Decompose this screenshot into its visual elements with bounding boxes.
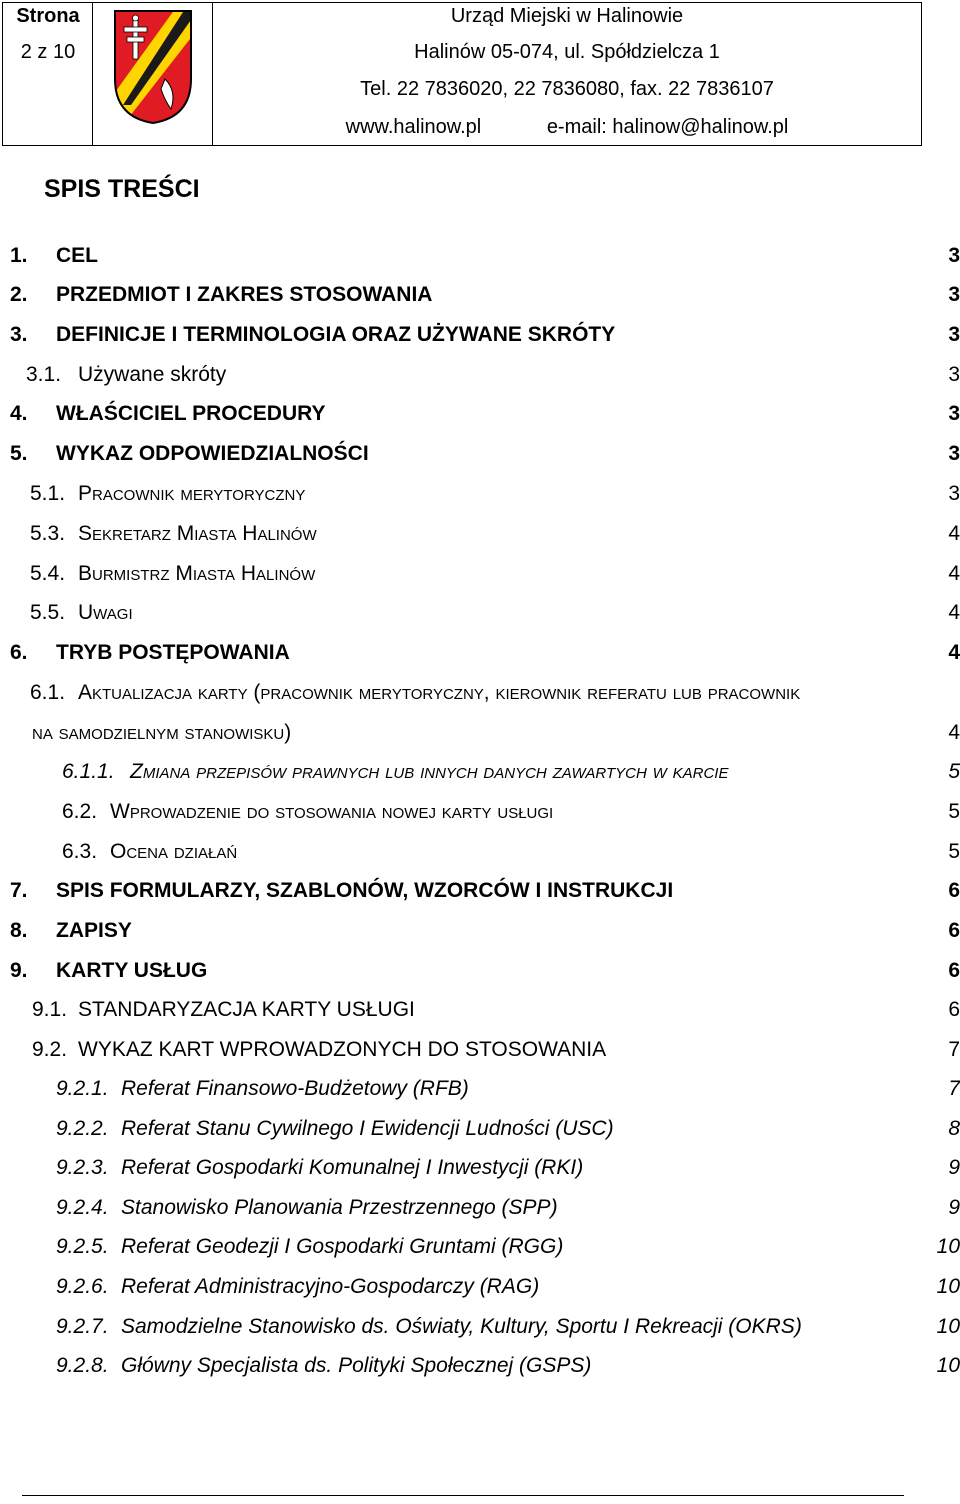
toc-entry-number: 9.2.6.: [56, 1275, 109, 1298]
toc-entry-number: 5.1.: [30, 482, 66, 505]
toc-entry-page: 4: [948, 522, 960, 545]
document-header: [2, 2, 922, 146]
toc-entry-number: 4.: [10, 402, 28, 425]
toc-entry[interactable]: [0, 280, 960, 310]
toc-entry-text: Referat Gospodarki Komunalnej I Inwestycji (RKI): [121, 1156, 584, 1179]
toc-entry-number: 6.1.: [30, 681, 66, 704]
toc-entry-page: 10: [936, 1315, 960, 1338]
toc-entry-text: Sekretarz Miasta Halinów: [78, 522, 317, 545]
toc-title: SPIS TREŚCI: [44, 175, 200, 203]
toc-entry[interactable]: [0, 995, 960, 1025]
toc-entry-page: 4: [948, 721, 960, 744]
toc-entry-page: 8: [948, 1117, 960, 1140]
toc-entry-number: 6.3.: [62, 840, 98, 863]
toc-entry-page: 6: [948, 879, 960, 902]
toc-entry-text: WYKAZ KART WPROWADZONYCH DO STOSOWANIA: [78, 1038, 607, 1061]
toc-entry-text: STANDARYZACJA KARTY USŁUGI: [78, 998, 415, 1021]
toc-entry-text: Pracownik merytoryczny: [78, 482, 306, 505]
toc-entry-text: Referat Administracyjno-Gospodarczy (RAG): [121, 1275, 540, 1298]
toc-entry-page: 3: [948, 363, 960, 386]
toc-entry-page: 10: [936, 1354, 960, 1377]
toc-entry-number: 2.: [10, 283, 28, 306]
toc-entry[interactable]: [0, 1351, 960, 1381]
toc-entry-page: 3: [948, 283, 960, 306]
toc-entry-text: PRZEDMIOT I ZAKRES STOSOWANIA: [56, 283, 433, 306]
toc-entry-number: 9.2.2.: [56, 1117, 109, 1140]
toc-entry-page: 5: [948, 800, 960, 823]
toc-entry-page: 7: [948, 1077, 960, 1100]
toc-entry-number: 9.2.8.: [56, 1354, 109, 1377]
toc-entry-text: Główny Specjalista ds. Polityki Społecznej (GSPS): [121, 1354, 592, 1377]
toc-entry-number: 5.3.: [30, 522, 66, 545]
toc-entry[interactable]: [0, 1312, 960, 1342]
toc-entry-text: Samodzielne Stanowisko ds. Oświaty, Kultury, Sportu I Rekreacji (OKRS): [121, 1315, 802, 1338]
toc-entry-number: 9.2.1.: [56, 1077, 109, 1100]
toc-entry-number: 9.1.: [32, 998, 68, 1021]
toc-entry[interactable]: [0, 1035, 960, 1065]
toc-entry-page: 4: [948, 641, 960, 664]
website-link[interactable]: www.halinow.pl: [345, 116, 482, 138]
office-info-cell: [213, 3, 921, 145]
toc-entry-number: 1.: [10, 244, 28, 267]
toc-entry[interactable]: [0, 1272, 960, 1302]
toc-entry-text: WYKAZ ODPOWIEDZIALNOŚCI: [56, 442, 369, 465]
toc-entry-number: 9.2.5.: [56, 1235, 109, 1258]
toc-entry-number: 9.2.: [32, 1038, 68, 1061]
toc-entry-text: WŁAŚCICIEL PROCEDURY: [56, 402, 326, 425]
toc-entry-text: Aktualizacja karty (pracownik merytoryczny, kierownik referatu lub pracownik: [78, 681, 801, 704]
toc-entry-text: TRYB POSTĘPOWANIA: [56, 641, 290, 664]
toc-entry-text: Wprowadzenie do stosowania nowej karty usługi: [110, 800, 554, 823]
page-counter-cell: [3, 3, 93, 145]
toc-entry-number: 5.: [10, 442, 28, 465]
page-number: 2 z 10: [20, 41, 76, 63]
toc-entry[interactable]: [0, 678, 960, 708]
toc-entry[interactable]: [0, 399, 960, 429]
toc-entry-page: 5: [948, 760, 960, 783]
toc-entry-page: 10: [936, 1235, 960, 1258]
toc-entry-page: 3: [948, 442, 960, 465]
toc-entry[interactable]: [0, 479, 960, 509]
toc-entry-number: 9.2.7.: [56, 1315, 109, 1338]
office-address: Halinów 05-074, ul. Spółdzielcza 1: [414, 41, 720, 63]
toc-entry[interactable]: [0, 1153, 960, 1183]
email-link[interactable]: e-mail: halinow@halinow.pl: [546, 116, 789, 138]
toc-entry-text: Zmiana przepisów prawnych lub innych danych zawartych w karcie: [130, 760, 729, 783]
toc-entry[interactable]: [0, 876, 960, 906]
toc-entry-text: CEL: [56, 244, 98, 267]
toc-entry-number: 5.5.: [30, 601, 66, 624]
toc-entry-page: 6: [948, 919, 960, 942]
toc-entry-text: Używane skróty: [78, 363, 227, 386]
toc-entry[interactable]: [0, 241, 960, 271]
toc-entry-text: ZAPISY: [56, 919, 132, 942]
toc-entry-number: 6.: [10, 641, 28, 664]
toc-entry-page: 9: [948, 1196, 960, 1219]
toc-entry-number: 8.: [10, 919, 28, 942]
toc-entry[interactable]: [0, 797, 960, 827]
toc-entry-text: Stanowisko Planowania Przestrzennego (SPP): [121, 1196, 558, 1219]
toc-entry-text: Referat Geodezji I Gospodarki Gruntami (RGG): [121, 1235, 564, 1258]
toc-entry[interactable]: [0, 598, 960, 628]
toc-entry-number: 3.: [10, 323, 28, 346]
toc-entry-continuation[interactable]: [0, 718, 960, 748]
toc-entry-text: Referat Stanu Cywilnego I Ewidencji Ludności (USC): [121, 1117, 614, 1140]
toc-entry-page: 3: [948, 244, 960, 267]
toc-entry-page: 4: [948, 601, 960, 624]
toc-entry-number: 7.: [10, 879, 28, 902]
toc-entry[interactable]: [0, 439, 960, 469]
toc-entry-number: 9.: [10, 959, 28, 982]
toc-entry[interactable]: [0, 1114, 960, 1144]
toc-entry-page: 10: [936, 1275, 960, 1298]
toc-entry-page: 3: [948, 402, 960, 425]
toc-entry[interactable]: [0, 1232, 960, 1262]
toc-entry-page: 9: [948, 1156, 960, 1179]
toc-entry-text: DEFINICJE I TERMINOLOGIA ORAZ UŻYWANE SKRÓTY: [56, 323, 616, 346]
office-name: Urząd Miejski w Halinowie: [450, 5, 684, 27]
footer-rule: [22, 1495, 904, 1496]
toc-entry-number: 5.4.: [30, 562, 66, 585]
toc-entry[interactable]: [0, 559, 960, 589]
toc-entry-text: na samodzielnym stanowisku): [32, 721, 292, 744]
toc-entry[interactable]: [0, 360, 960, 390]
office-contact: [213, 116, 921, 139]
toc-entry-page: 3: [948, 482, 960, 505]
page-label: Strona: [16, 5, 80, 27]
toc-entry-text: KARTY USŁUG: [56, 959, 208, 982]
toc-entry-text: Ocena działań: [110, 840, 238, 863]
toc-entry-page: 4: [948, 562, 960, 585]
toc-entry-number: 3.1.: [26, 363, 62, 386]
toc-entry-text: Burmistrz Miasta Halinów: [78, 562, 316, 585]
toc-entry[interactable]: [0, 1074, 960, 1104]
toc-entry[interactable]: [0, 956, 960, 986]
toc-entry-page: 6: [948, 959, 960, 982]
toc-entry-page: 3: [948, 323, 960, 346]
toc-entry-page: 5: [948, 840, 960, 863]
toc-entry[interactable]: [0, 916, 960, 946]
toc-entry-text: Referat Finansowo-Budżetowy (RFB): [121, 1077, 469, 1100]
toc-entry[interactable]: [0, 519, 960, 549]
coat-of-arms-icon: [113, 9, 193, 125]
toc-entry-number: 6.1.1.: [62, 760, 115, 783]
toc-entry-text: Uwagi: [78, 601, 133, 624]
toc-entry-number: 9.2.4.: [56, 1196, 109, 1219]
toc-entry[interactable]: [0, 757, 960, 787]
toc-entry-page: 7: [948, 1038, 960, 1061]
toc-entry[interactable]: [0, 638, 960, 668]
toc-entry-number: 9.2.3.: [56, 1156, 109, 1179]
toc-entry[interactable]: [0, 1193, 960, 1223]
logo-cell: [93, 3, 213, 145]
toc-entry[interactable]: [0, 837, 960, 867]
toc-entry-page: 6: [948, 998, 960, 1021]
toc-entry-number: 6.2.: [62, 800, 98, 823]
toc-entry[interactable]: [0, 320, 960, 350]
office-phone: Tel. 22 7836020, 22 7836080, fax. 22 7836107: [360, 78, 774, 100]
toc-entry-text: SPIS FORMULARZY, SZABLONÓW, WZORCÓW I INSTRUKCJI: [56, 879, 674, 902]
